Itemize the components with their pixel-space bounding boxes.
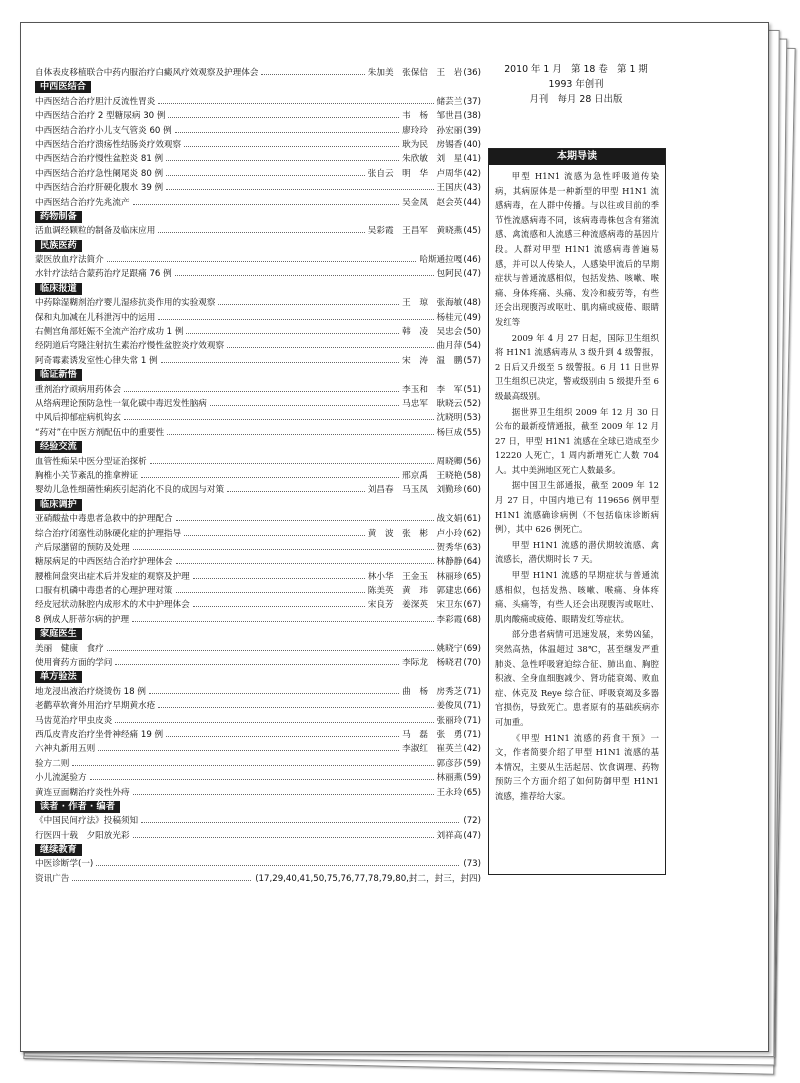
toc-entry-authors: 战文娟 <box>436 514 463 525</box>
toc-leader-dots <box>158 707 433 708</box>
toc-entry-page: (51) <box>463 384 481 395</box>
intro-paragraph: 甲型 H1N1 流感的早期症状与普通流感相似，包括发热、咳嗽、喉痛、身体疼痛、头痛等，有些人还会出现腹泻或呕吐、肌肉酸痛或疲倦、眼睛发红等症状。 <box>495 570 659 624</box>
toc-entry[interactable] <box>35 613 481 627</box>
toc-entry-title: 保和丸加减在儿科泄泻中的运用 <box>35 312 156 323</box>
intro-paragraph: 部分患者病情可迅速发展，来势凶猛，突然高热，体温超过 38℃，甚至继发严重肺炎、急性呼吸窘迫综合征、肺出血、胸腔积液、全身血细胞减少、肾功能衰竭、败血症、休克及 Reye 综合征、呼吸衰竭及多器官损伤，导致死亡。患者原有的基础疾病亦可加重。 <box>495 629 659 727</box>
toc-section-label: 临床报道 <box>35 283 82 295</box>
toc-entry-page: (48) <box>463 298 481 309</box>
toc-leader-dots <box>176 563 434 564</box>
toc-entry-authors: 韩 凌 吴忠会 <box>402 327 463 338</box>
toc-leader-dots <box>96 865 459 866</box>
toc-entry-title: 8 例成人肝蒂尔病的护理 <box>35 614 130 625</box>
toc-entry-authors: 廖玲玲 孙宏丽 <box>402 125 463 136</box>
toc-entry-title: 地龙浸出液治疗烧烫伤 18 例 <box>35 686 146 697</box>
toc-entry-title: 中药除湿糊剂治疗婴儿湿疹抗炎作用的实验观察 <box>35 298 216 309</box>
toc-entry-page: (58) <box>463 470 481 481</box>
toc-entry-title: 中西医结合治疗 2 型糖尿病 30 例 <box>35 111 166 122</box>
toc-leader-dots <box>133 549 434 550</box>
toc-entry-title: 六神丸新用五则 <box>35 744 96 755</box>
toc-entry-page: (39) <box>463 125 481 136</box>
toc-leader-dots <box>133 204 400 205</box>
toc-section <box>35 670 481 684</box>
toc-entry-page: (53) <box>463 413 481 424</box>
toc-entry-page: (71) <box>463 701 481 712</box>
toc-entry-authors: 周晓卿 <box>436 456 463 467</box>
toc-entry-title: 美丽 健康 食疗 <box>35 643 104 654</box>
toc-leader-dots <box>184 146 399 147</box>
toc-entry-title: 《中国民间疗法》投稿须知 <box>35 816 139 827</box>
toc-entry-page: (36) <box>463 68 481 78</box>
toc-entry-title: 蒙医放血疗法简介 <box>35 255 104 266</box>
toc-entry-authors: 杨桂元 <box>436 312 463 323</box>
toc-entry-authors: 姜俊凤 <box>436 701 463 712</box>
toc-leader-dots <box>193 606 365 607</box>
toc-entry[interactable] <box>35 714 481 728</box>
intro-paragraph: 甲型 H1N1 流感的潜伏期较流感、禽流感长，潜伏期时长 7 天。 <box>495 539 659 565</box>
toc-entry-page: (63) <box>463 542 481 553</box>
toc-leader-dots <box>175 132 399 133</box>
toc-entry-page: (72) <box>463 816 481 827</box>
toc-entry[interactable] <box>35 138 481 152</box>
toc-entry[interactable] <box>35 728 481 742</box>
toc-entry[interactable] <box>35 455 481 469</box>
toc-entry-authors: 李玉和 李 军 <box>402 384 463 395</box>
toc-entry-title: 中西医结合治疗慢性盆腔炎 81 例 <box>35 154 164 165</box>
toc-entry-authors: 李际龙 杨晓君 <box>402 658 463 669</box>
toc-leader-dots <box>72 880 251 881</box>
toc-entry-authors: 朱欣敏 刘 星 <box>402 154 463 165</box>
toc-entry-authors: 吴彩霞 王昌军 黄晓燕 <box>367 226 463 237</box>
toc-section-label: 单方验法 <box>35 671 82 683</box>
frequency-line: 月刊 每月 28 日出版 <box>529 94 623 105</box>
toc-section-label: 临床调护 <box>35 499 82 511</box>
toc-leader-dots <box>186 333 399 334</box>
toc-entry-title: 婴幼儿急性细菌性痢疾引起消化不良的成因与对策 <box>35 485 225 496</box>
toc-entry[interactable] <box>35 109 481 123</box>
toc-entry-page: (68) <box>463 614 481 625</box>
toc-entry-title: 中西医结合治疗急性阑尾炎 80 例 <box>35 168 164 179</box>
toc-leader-dots <box>176 520 434 521</box>
toc-entry[interactable] <box>35 267 481 281</box>
toc-entry[interactable] <box>35 786 481 800</box>
toc-leader-dots <box>158 232 364 233</box>
toc-entry[interactable] <box>35 814 481 828</box>
toc-entry-page: (59) <box>463 773 481 784</box>
issue-line: 2010 年 1 月 第 18 卷 第 1 期 <box>504 64 648 75</box>
toc-entry[interactable] <box>35 325 481 339</box>
toc-leader-dots <box>124 391 399 392</box>
toc-entry[interactable] <box>35 757 481 771</box>
toc-leader-dots <box>107 261 417 262</box>
toc-entry[interactable] <box>35 512 481 526</box>
toc-entry-page: (61) <box>463 514 481 525</box>
toc-entry-title: 腰椎间盘突出症术后并发症的观察及护理 <box>35 571 190 582</box>
toc-entry-title: 从络病理论预防急性一氧化碳中毒迟发性脑病 <box>35 398 207 409</box>
toc-entry-authors: 宋良芳 姜深英 宋卫东 <box>367 600 463 611</box>
toc-section-label: 经验交流 <box>35 441 82 453</box>
toc-leader-dots <box>166 175 365 176</box>
toc-entry-authors: 姚晓宁 <box>436 643 463 654</box>
toc-entry-page: (40) <box>463 139 481 150</box>
toc-entry-authors: 贺秀华 <box>436 542 463 553</box>
toc-entry-page: (45) <box>463 226 481 237</box>
toc-entry-page: (69) <box>463 643 481 654</box>
toc-entry-authors: 林小华 王金玉 林丽珍 <box>367 571 463 582</box>
toc-leader-dots <box>98 750 399 751</box>
toc-leader-dots <box>133 794 434 795</box>
toc-entry-page: (65) <box>463 787 481 798</box>
intro-paragraph: 甲型 H1N1 流感为急性呼吸道传染病，其病原体是一种新型的甲型 H1N1 流感病毒，在人群中传播。与以往或目前的季节性流感病毒不同，该病毒毒株包含有猪流感、禽流感和人流感三种流感病毒的基因片段。人群对甲型 H1N1 流感病毒普遍易感，并可以人传染人，人感染甲流后的早期症状与普通流感相似，包括发热、咳嗽、喉痛、身体疼痛、头痛、发冷和疲劳等，有些还会出现腹泻或呕吐、肌肉痛或疲倦、眼睛发红等 <box>495 171 659 327</box>
toc-entry-page: (59) <box>463 758 481 769</box>
toc-section-label: 临证新悟 <box>35 369 82 381</box>
toc-entry-page: (60) <box>463 485 481 496</box>
toc-leader-dots <box>161 362 400 363</box>
toc-entry-authors: 林丽燕 <box>436 773 463 784</box>
toc-entry[interactable] <box>35 699 481 713</box>
toc-entry-authors: 郭彦莎 <box>436 758 463 769</box>
toc-entry-title: 中西医结合治疗胆汁反流性胃炎 <box>35 96 156 107</box>
toc-section-label: 中西医结合 <box>35 81 91 93</box>
toc-leader-dots <box>210 405 399 406</box>
toc-entry[interactable] <box>35 527 481 541</box>
toc-entry-title: 活血调经颗粒的制备及临床应用 <box>35 226 156 237</box>
toc-entry[interactable] <box>35 181 481 195</box>
toc-entry-page: (43) <box>463 183 481 194</box>
toc-entry-authors: 林静静 <box>436 557 463 568</box>
toc-section <box>35 627 481 641</box>
toc-entry-page: (67) <box>463 600 481 611</box>
toc-entry-title: 经皮冠状动脉腔内成形术的术中护理体会 <box>35 600 190 611</box>
toc-entry-authors: 刘祥高 <box>436 830 463 841</box>
toc-section <box>35 80 481 94</box>
toc-entry[interactable] <box>35 167 481 181</box>
toc-entry-authors: 刘昌春 马玉凤 刘勤珍 <box>367 485 463 496</box>
toc-entry[interactable] <box>35 857 481 871</box>
toc-entry[interactable] <box>35 383 481 397</box>
toc-entry-authors: 韦 杨 邹世昌 <box>402 111 463 122</box>
intro-box <box>488 148 666 875</box>
toc-entry-title: 中西医结合治疗小儿支气管炎 60 例 <box>35 125 172 136</box>
toc-entry[interactable] <box>35 555 481 569</box>
toc-entry-title: 中医诊断学(一) <box>35 859 94 870</box>
toc-leader-dots <box>124 419 434 420</box>
toc-entry-page: (71) <box>463 729 481 740</box>
toc-entry-page: (38) <box>463 111 481 122</box>
intro-title: 本期导读 <box>489 149 665 165</box>
intro-paragraph: 据世界卫生组织 2009 年 12 月 30 日公布的最新疫情通报，截至 2009 年 12 月 27 日，甲型 H1N1 流感在全球已造成至少 12220 人死亡，1 周内新增死亡人数 704 人。其中美洲地区死亡人数最多。 <box>495 406 659 475</box>
toc-entry[interactable] <box>35 339 481 353</box>
toc-entry-page: (47) <box>463 269 481 280</box>
toc-entry-authors: 曲月萍 <box>436 341 463 352</box>
toc-entry-title: 自体表皮移植联合中药内服治疗白癜风疗效观察及护理体会 <box>35 68 259 78</box>
toc-entry[interactable] <box>35 742 481 756</box>
toc-entry-page: (70) <box>463 658 481 669</box>
toc-section <box>35 210 481 224</box>
toc-entry-authors: 杨巨成 <box>436 427 463 438</box>
founded-line: 1993 年创刊 <box>548 79 604 90</box>
toc-entry[interactable] <box>35 872 481 886</box>
toc-leader-dots <box>166 189 433 190</box>
toc-leader-dots <box>167 434 433 435</box>
toc-section <box>35 498 481 512</box>
toc-entry[interactable] <box>35 656 481 670</box>
toc-entry-page: (49) <box>463 312 481 323</box>
toc-leader-dots <box>132 621 433 622</box>
toc-entry-authors: 沈晓明 <box>436 413 463 424</box>
toc-entry[interactable] <box>35 224 481 238</box>
toc-section-label: 读者 · 作者 · 编者 <box>35 801 120 813</box>
toc-entry-page: (37) <box>463 96 481 107</box>
toc-entry-page: (47) <box>463 830 481 841</box>
toc-leader-dots <box>168 117 399 118</box>
toc-leader-dots <box>227 347 433 348</box>
toc-entry-authors: 陈美英 黄 玮 郭建忠 <box>367 586 463 597</box>
toc-entry[interactable] <box>35 124 481 138</box>
toc-entry-page: (73) <box>463 859 481 870</box>
toc-entry-title: 综合治疗闭塞性动脉硬化症的护理指导 <box>35 528 182 539</box>
toc-leader-dots <box>166 736 399 737</box>
toc-entry-title: 黄连豆面糊治疗炎性外痔 <box>35 787 130 798</box>
toc-entry-page: (55) <box>463 427 481 438</box>
toc-entry[interactable] <box>35 483 481 497</box>
toc-entry[interactable] <box>35 66 481 80</box>
toc-entry-title: 产后尿潴留的预防及处理 <box>35 542 130 553</box>
toc-entry-title: 中西医结合治疗溃疡性结肠炎疗效观察 <box>35 139 182 150</box>
toc-entry-authors: 马 磊 张 勇 <box>402 729 463 740</box>
toc-entry-page: (50) <box>463 327 481 338</box>
toc-entry-title: 糖尿病足的中西医结合治疗护理体会 <box>35 557 173 568</box>
toc-entry-page: (71) <box>463 715 481 726</box>
toc-entry-page: (62) <box>463 528 481 539</box>
toc-entry[interactable] <box>35 354 481 368</box>
toc-leader-dots <box>115 722 433 723</box>
toc-entry[interactable] <box>35 771 481 785</box>
toc-entry-page: (66) <box>463 586 481 597</box>
toc-leader-dots <box>107 650 434 651</box>
toc-entry[interactable] <box>35 196 481 210</box>
toc-entry-title: 水针疗法结合蒙药治疗足跟痛 76 例 <box>35 269 172 280</box>
toc-entry-page: (42) <box>463 744 481 755</box>
toc-entry-title: 马齿苋治疗甲虫皮炎 <box>35 715 113 726</box>
toc-entry[interactable] <box>35 541 481 555</box>
toc-entry-authors: 马忠军 耿晓云 <box>402 398 463 409</box>
toc-entry-authors: 哈斯通拉嘎 <box>419 255 463 266</box>
intro-paragraph: 据中国卫生部通报，截至 2009 年 12 月 27 日，中国内地已有 119656 例甲型 H1N1 流感确诊病例（不包括临床诊断病例），其中 626 例死亡。 <box>495 480 659 535</box>
toc-entry-title: 资讯广告 <box>35 873 70 884</box>
toc-entry[interactable] <box>35 685 481 699</box>
toc-entry-title: 中风后抑郁症病机钩玄 <box>35 413 121 424</box>
toc-entry-page: (41) <box>463 154 481 165</box>
intro-paragraph: 2009 年 4 月 27 日起，国际卫生组织将 H1N1 流感病毒从 3 级升到 4 级警报，2 日后又升级至 5 级警报。6 月 11 日世界卫生组织已决定，警戒级别由 5 级提升至 6 级最高级别。 <box>495 332 659 401</box>
toc-section-label: 药物制备 <box>35 211 82 223</box>
toc-entry-page: (71) <box>463 686 481 697</box>
toc-entry-page: (46) <box>463 255 481 266</box>
toc-entry[interactable] <box>35 397 481 411</box>
toc-entry-title: 口服有机磷中毒患者的心理护理对策 <box>35 586 173 597</box>
toc-entry[interactable] <box>35 584 481 598</box>
toc-section <box>35 440 481 454</box>
toc-section-label: 家庭医生 <box>35 628 82 640</box>
toc-entry-authors: 邢京禹 王晓艳 <box>402 470 463 481</box>
toc-leader-dots <box>227 491 365 492</box>
toc-entry-page: (42) <box>463 168 481 179</box>
toc-entry-title: 血管性痴呆中医分型证治探析 <box>35 456 147 467</box>
toc-entry-authors: 黄 波 张 彬 卢小玲 <box>367 528 463 539</box>
table-of-contents <box>35 66 481 886</box>
intro-text <box>489 165 665 804</box>
toc-leader-dots <box>158 103 433 104</box>
toc-entry-authors: 曲 杨 房秀芝 <box>402 686 463 697</box>
toc-entry-authors: 耿为民 房锡香 <box>402 139 463 150</box>
toc-entry-title: 经阴道后穹隆注射抗生素治疗慢性盆腔炎疗效观察 <box>35 341 225 352</box>
toc-entry-title: 胸椎小关节紊乱的推拿辨证 <box>35 470 139 481</box>
issue-header <box>488 62 664 107</box>
toc-entry-page: (44) <box>463 197 481 208</box>
toc-section <box>35 800 481 814</box>
toc-entry[interactable] <box>35 411 481 425</box>
toc-entry[interactable] <box>35 296 481 310</box>
toc-entry-page: (54) <box>463 341 481 352</box>
toc-entry[interactable] <box>35 829 481 843</box>
toc-leader-dots <box>176 592 365 593</box>
toc-entry-page: (57) <box>463 355 481 366</box>
toc-entry[interactable] <box>35 311 481 325</box>
toc-entry-title: 老鹳草软膏外用治疗早期黄水疮 <box>35 701 156 712</box>
toc-entry-authors: 王 琼 张海敏 <box>402 298 463 309</box>
toc-entry[interactable] <box>35 152 481 166</box>
toc-section <box>35 843 481 857</box>
toc-entry-page: (65) <box>463 571 481 582</box>
toc-entry[interactable] <box>35 570 481 584</box>
intro-paragraph: 《甲型 H1N1 流感的药食干预》一文，作者简要介绍了甲型 H1N1 流感的基本情况，主要从生活起居、饮食调理、药物预防三个方面介绍了如何防御甲型 H1N1 流感，推荐给大家。 <box>495 732 659 801</box>
toc-section-label: 继续教育 <box>35 844 82 856</box>
toc-leader-dots <box>184 535 365 536</box>
toc-entry-title: 西瓜皮青皮治疗坐骨神经痛 19 例 <box>35 729 164 740</box>
toc-entry-authors: 张丽玲 <box>436 715 463 726</box>
toc-entry-title: 使用膏药方面的学问 <box>35 658 113 669</box>
toc-leader-dots <box>218 304 399 305</box>
toc-entry-authors: 吴金凤 赵会英 <box>402 197 463 208</box>
toc-section <box>35 368 481 382</box>
toc-leader-dots <box>149 693 399 694</box>
toc-entry-title: 亚硝酸盐中毒患者急救中的护理配合 <box>35 514 173 525</box>
toc-leader-dots <box>261 74 364 75</box>
toc-entry-authors: 王国庆 <box>436 183 463 194</box>
toc-entry-title: 重剂治疗顽病用药体会 <box>35 384 121 395</box>
toc-leader-dots <box>158 319 433 320</box>
toc-entry-title: 中西医结合治疗先兆流产 <box>35 197 130 208</box>
toc-entry-authors: 李淑红 崔英兰 <box>402 744 463 755</box>
toc-entry-title: 右侧宫角部妊娠不全流产治疗成功 1 例 <box>35 327 184 338</box>
toc-entry-authors: 王永玲 <box>436 787 463 798</box>
toc-entry-authors: 储芸兰 <box>436 96 463 107</box>
toc-entry[interactable] <box>35 642 481 656</box>
toc-leader-dots <box>90 779 434 780</box>
toc-entry-page: (52) <box>463 398 481 409</box>
toc-leader-dots <box>141 477 399 478</box>
toc-leader-dots <box>150 463 434 464</box>
toc-entry[interactable] <box>35 426 481 440</box>
toc-leader-dots <box>133 837 434 838</box>
toc-leader-dots <box>166 160 399 161</box>
toc-section-label: 民族医药 <box>35 240 82 252</box>
toc-entry-authors: 李彩霞 <box>436 614 463 625</box>
toc-section <box>35 239 481 253</box>
toc-entry-title: 中西医结合治疗肝硬化腹水 39 例 <box>35 183 164 194</box>
toc-leader-dots <box>175 275 434 276</box>
toc-entry-authors: 包阿民 <box>436 269 463 280</box>
toc-entry-page: (17,29,40,41,50,75,76,77,78,79,80,封二，封三，封四) <box>255 873 481 884</box>
toc-entry-title: 小儿流涎验方 <box>35 773 87 784</box>
toc-entry-title: 阿奇霉素诱发室性心律失常 1 例 <box>35 355 158 366</box>
toc-entry[interactable] <box>35 95 481 109</box>
toc-entry-page: (64) <box>463 557 481 568</box>
toc-leader-dots <box>193 578 365 579</box>
toc-entry-title: “药对”在中医方剂配伍中的重要性 <box>35 427 165 438</box>
toc-entry-title: 验方二则 <box>35 758 70 769</box>
toc-leader-dots <box>72 765 433 766</box>
toc-entry[interactable] <box>35 598 481 612</box>
toc-leader-dots <box>141 822 459 823</box>
toc-entry-title: 行医四十载 夕阳放光彩 <box>35 830 130 841</box>
toc-entry[interactable] <box>35 469 481 483</box>
toc-entry-authors: 朱加美 张保信 王 岩 <box>367 68 463 78</box>
toc-entry-authors: 张自云 明 华 卢周华 <box>367 168 463 179</box>
toc-entry-page: (56) <box>463 456 481 467</box>
toc-section <box>35 282 481 296</box>
toc-entry[interactable] <box>35 253 481 267</box>
toc-leader-dots <box>115 664 399 665</box>
toc-entry-authors: 宋 涛 温 鹏 <box>402 355 463 366</box>
